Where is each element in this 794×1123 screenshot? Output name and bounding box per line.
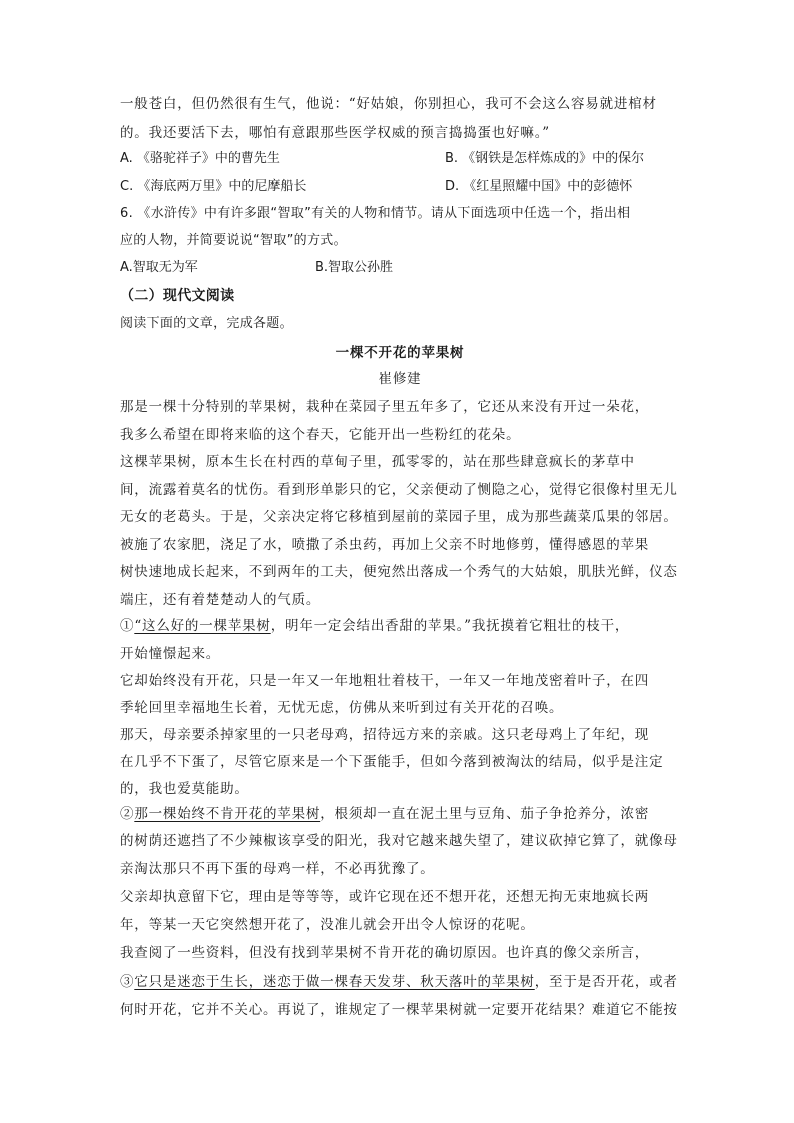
- paragraph-2-underlined: 那一棵始终不肯开花的苹果树: [134, 806, 321, 822]
- article-line: 在几乎不下蛋了，尽管它原来是一个下蛋能手，但如今落到被淘汰的结局，似乎是注定: [120, 754, 664, 770]
- option-d: D. 《红星照耀中国》中的彭德怀: [445, 179, 633, 194]
- question-6-line-1: 6. 《水浒传》中有许多跟“智取”有关的人物和情节。请从下面选项中任选一个，指出相: [120, 206, 631, 221]
- question-intro-line-1: 一般苍白，但仍然很有生气，他说：“好姑娘，你别担心，我可不会这么容易就进棺材: [120, 96, 657, 112]
- paragraph-3-line-1: [120, 973, 680, 991]
- article-line: 这棵苹果树，原本生长在村西的草甸子里，孤零零的，站在那些肆意疯长的茅草中: [120, 454, 635, 470]
- question-6-option-a: A.智取无为军: [120, 260, 198, 275]
- article-line: 那天，母亲要杀掉家里的一只老母鸡，招待远方来的亲戚。这只老母鸡上了年纪，现: [120, 727, 650, 743]
- question-6-line-2: 应的人物，并简要说说“智取”的方式。: [120, 233, 347, 248]
- paragraph-2-line-1: [120, 805, 680, 823]
- option-a: A. 《骆驼祥子》中的曹先生: [120, 151, 280, 166]
- article-line: 被施了农家肥，浇足了水，喷撒了杀虫药，再加上父亲不时地修剪，懂得感恩的苹果: [120, 536, 650, 553]
- article-line: 我查阅了一些资料，但没有找到苹果树不肯开花的确切原因。也许真的像父亲所言，: [120, 945, 650, 961]
- question-6-option-b: B.智取公孙胜: [315, 260, 394, 275]
- paragraph-2-marker: ②: [120, 806, 135, 822]
- article-line: 季轮回里幸福地生长着，无忧无虑，仿佛从来听到过有关开花的召唤。: [120, 700, 564, 716]
- article-line: 年，等某一天它突然想开花了，没准儿就会开出令人惊讶的花呢。: [120, 917, 535, 933]
- section-heading: （二）现代文阅读: [120, 288, 235, 304]
- question-intro-line-2: 的。我还要活下去，哪怕有意跟那些医学权威的预言捣捣蛋也好嘛。”: [120, 125, 550, 141]
- paragraph-1-quote: “这么好的一棵苹果树: [134, 618, 271, 634]
- section-instruction: 阅读下面的文章，完成各题。: [120, 316, 293, 331]
- paragraph-2-rest: ，根须却一直在泥土里与豆角、茄子争抢养分，浓密: [320, 806, 650, 822]
- option-b: B. 《钢铁是怎样炼成的》中的保尔: [445, 151, 645, 166]
- article-line: 父亲却执意留下它，理由是等等等，或许它现在还不想开花，还想无拘无束地疯长两: [120, 889, 650, 905]
- article-line: 那是一棵十分特别的苹果树，栽种在菜园子里五年多了，它还从来没有开过一朵花，: [120, 399, 650, 415]
- article-line: 树快速地成长起来，不到两年的工夫，便宛然出落成一个秀气的大姑娘，肌肤光鲜，仪态: [120, 564, 678, 580]
- article-line: 它却始终没有开花，只是一年又一年地粗壮着枝干，一年又一年地茂密着叶子，在四: [120, 673, 650, 689]
- paragraph-3-rest: ，至于是否开花，或者: [534, 974, 678, 990]
- article-title: 一棵不开花的苹果树: [335, 345, 465, 361]
- paragraph-1-line-2: 开始憧憬起来。: [120, 646, 221, 662]
- article-line: 端庄，还有着楚楚动人的气质。: [120, 591, 321, 608]
- article-line: 的，我也爱莫能助。: [120, 781, 249, 797]
- article-line: 亲淘汰那只不再下蛋的母鸡一样，不必再犹豫了。: [120, 861, 435, 877]
- article-line: 的树荫还遮挡了不少辣椒该享受的阳光，我对它越来越失望了，建议砍掉它算了，就像母: [120, 833, 678, 849]
- paragraph-1-rest: ，明年一定会结出香甜的苹果。”我抚摸着它粗壮的枝干，: [270, 618, 630, 634]
- paragraph-3-underlined: 它只是迷恋于生长，迷恋于做一棵春天发芽、秋天落叶的苹果树: [134, 974, 535, 990]
- paragraph-3-line-2: 何时开花，它并不关心。再说了，谁规定了一棵苹果树就一定要开花结果？难道它不能按: [120, 1002, 678, 1018]
- option-c: C. 《海底两万里》中的尼摩船长: [120, 179, 307, 194]
- article-line: 无女的老葛头。于是，父亲决定将它移植到屋前的菜园子里，成为那些蔬菜瓜果的邻居。: [120, 509, 678, 525]
- paragraph-3-marker: ③: [120, 974, 135, 990]
- article-line: 间，流露着莫名的忧伤。看到形单影只的它，父亲便动了恻隐之心，觉得它很像村里无儿: [120, 481, 678, 498]
- article-line: 我多么希望在即将来临的这个春天，它能开出一些粉红的花朵。: [120, 426, 521, 443]
- paragraph-1-line-1: [120, 617, 680, 635]
- paragraph-1-marker: ①: [120, 618, 135, 634]
- article-author: 崔修建: [378, 371, 422, 387]
